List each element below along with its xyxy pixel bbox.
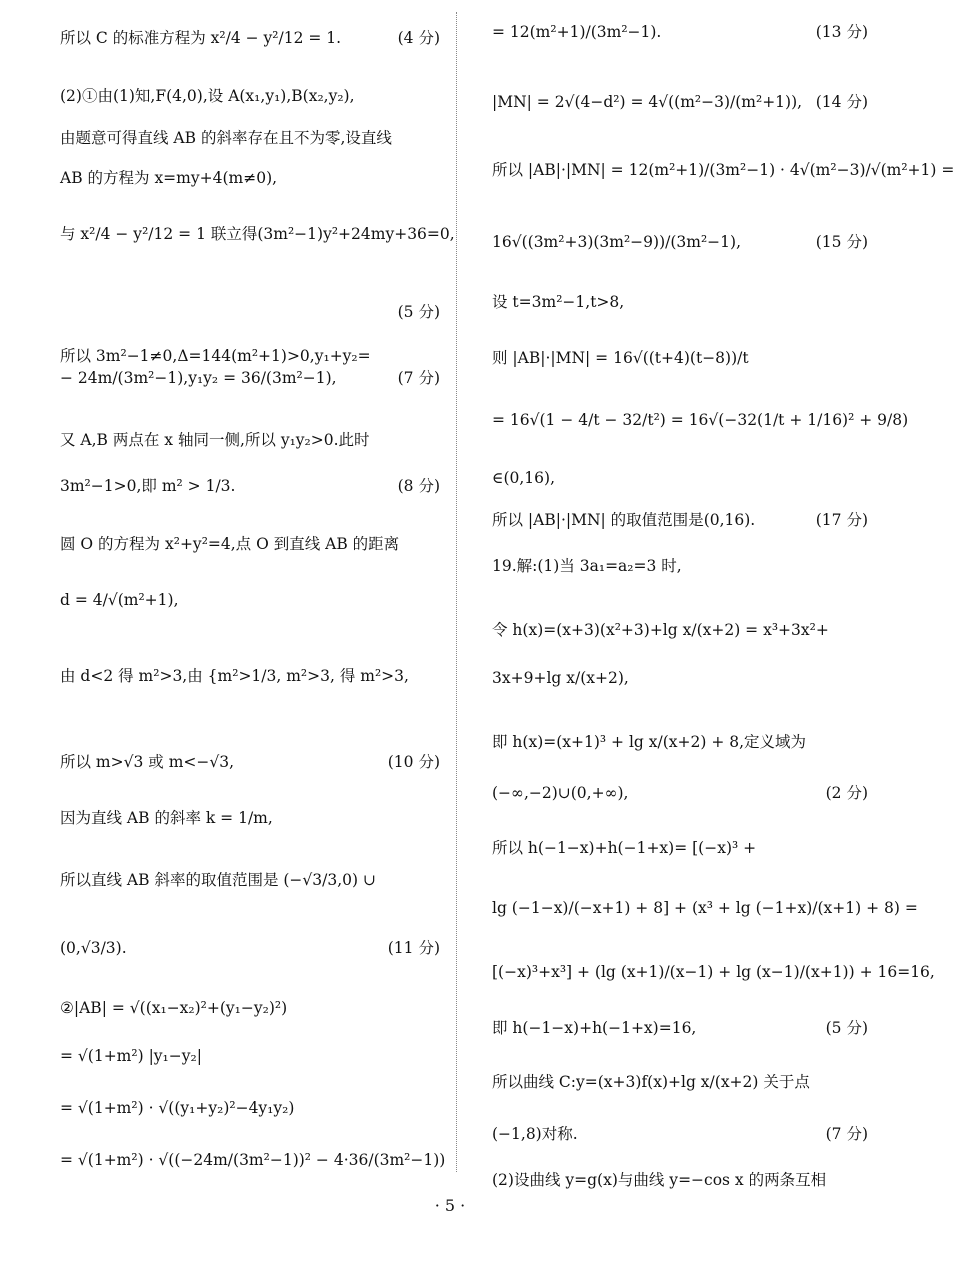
right-text-line [492,620,868,640]
line-text: 即 h(x)=(x+1)³ + lg x/(x+2) + 8,定义域为 [492,733,807,751]
line-text: = √(1+m²) |y₁−y₂| [60,1047,202,1065]
left-text-line [60,998,440,1018]
right-text-line [492,232,868,252]
right-text-line [492,1018,868,1038]
right-text-line [492,732,868,752]
right-text-line [492,410,909,430]
score-label: (2 分) [825,784,868,802]
line-text: (0,√3/3). [60,939,127,957]
line-text: − 24m/(3m²−1),y₁y₂ = 36/(3m²−1), [60,369,337,387]
line-text: 与 x²/4 − y²/12 = 1 联立得(3m²−1)y²+24my+36=0, [60,225,455,243]
line-text: = 16√(1 − 4/t − 32/t²) = 16√(−32(1/t + 1/16)² + 9/8) [492,411,909,429]
line-text: AB 的方程为 x=my+4(m≠0), [60,169,278,187]
line-text: 圆 O 的方程为 x²+y²=4,点 O 到直线 AB 的距离 [60,535,400,553]
line-text: d = 4/√(m²+1), [60,591,179,609]
line-text: 3x+9+lg x/(x+2), [492,669,629,687]
line-text: 所以 |AB|·|MN| = 12(m²+1)/(3m²−1) · 4√(m²−3)/√(m²+1) = [492,161,954,179]
right-text-line [492,1170,868,1190]
score-label: (15 分) [815,233,868,251]
line-text: lg (−1−x)/(−x+1) + 8] + (x³ + lg (−1+x)/(x+1) + 8) = [492,899,918,917]
line-text: 由题意可得直线 AB 的斜率存在且不为零,设直线 [60,129,392,147]
left-text-line [60,938,440,958]
left-text-line [60,346,440,366]
right-text-line [492,898,918,918]
left-text-line [60,476,440,496]
line-text: 令 h(x)=(x+3)(x²+3)+lg x/(x+2) = x³+3x²+ [492,621,829,639]
left-text-line [60,1150,446,1170]
left-text-line [60,870,440,890]
line-text: 所以 C 的标准方程为 x²/4 − y²/12 = 1. [60,29,342,47]
line-text: 则 |AB|·|MN| = 16√((t+4)(t−8))/t [492,349,749,367]
left-text-line [60,86,440,106]
left-text-line [60,666,440,686]
line-text: (2)设曲线 y=g(x)与曲线 y=−cos x 的两条互相 [492,1171,827,1189]
line-text: 16√((3m²+3)(3m²−9))/(3m²−1), [492,233,741,251]
right-text-line [492,160,954,180]
score-label: (5 分) [397,303,440,321]
line-text: 3m²−1>0,即 m² > 1/3. [60,477,236,495]
right-text-line [492,348,868,368]
line-text: 设 t=3m²−1,t>8, [492,293,625,311]
left-text-line [60,168,440,188]
left-text-line [60,1046,440,1066]
line-text: |MN| = 2√(4−d²) = 4√((m²−3)/(m²+1)), [492,93,803,111]
line-text: = √(1+m²) · √((y₁+y₂)²−4y₁y₂) [60,1099,295,1117]
right-text-line [492,668,868,688]
line-text: = 12(m²+1)/(3m²−1). [492,23,662,41]
page-number: · 5 · [434,1196,466,1215]
right-text-line [492,962,935,982]
line-text: 所以 3m²−1≠0,Δ=144(m²+1)>0,y₁+y₂= [60,347,371,365]
left-text-line [60,430,440,450]
line-text: = √(1+m²) · √((−24m/(3m²−1))² − 4·36/(3m²−1)) [60,1151,446,1169]
right-text-line [492,556,868,576]
line-text: ∈(0,16), [492,469,556,487]
left-text-line [60,224,455,244]
line-text: 又 A,B 两点在 x 轴同一侧,所以 y₁y₂>0.此时 [60,431,370,449]
score-label: (14 分) [815,93,868,111]
line-text: 所以曲线 C:y=(x+3)f(x)+lg x/(x+2) 关于点 [492,1073,810,1091]
left-text-line [60,534,440,554]
line-text: 由 d<2 得 m²>3,由 {m²>1/3, m²>3, 得 m²>3, [60,667,409,685]
score-label: (7 分) [397,369,440,387]
line-text: 所以 h(−1−x)+h(−1+x)= [(−x)³ + [492,839,757,857]
column-divider [456,12,458,1172]
right-text-line [492,292,868,312]
left-text-line [60,368,440,388]
right-text-line [492,783,868,803]
right-text-line [492,92,868,112]
line-text: 即 h(−1−x)+h(−1+x)=16, [492,1019,697,1037]
line-text: (2)①由(1)知,F(4,0),设 A(x₁,y₁),B(x₂,y₂), [60,87,355,105]
left-text-line [60,28,440,48]
left-text-line [60,590,440,610]
left-text-line [60,808,440,828]
right-text-line [492,1072,868,1092]
right-text-line [492,1124,868,1144]
right-text-line [492,22,868,42]
right-text-line [492,510,868,530]
left-text-line [60,128,440,148]
line-text: (−∞,−2)∪(0,+∞), [492,784,629,802]
line-text: 因为直线 AB 的斜率 k = 1/m, [60,809,273,827]
score-label: (4 分) [397,29,440,47]
line-text: 所以 |AB|·|MN| 的取值范围是(0,16). [492,511,756,529]
right-text-line [492,468,868,488]
right-text-line [492,838,868,858]
line-text: [(−x)³+x³] + (lg (x+1)/(x−1) + lg (x−1)/(x+1)) + 16=16, [492,963,935,981]
line-text: (−1,8)对称. [492,1125,578,1143]
line-text: ②|AB| = √((x₁−x₂)²+(y₁−y₂)²) [60,999,288,1017]
line-text: 所以直线 AB 斜率的取值范围是 (−√3/3,0) ∪ [60,871,376,889]
score-label: (8 分) [397,477,440,495]
line-text: 所以 m>√3 或 m<−√3, [60,753,235,771]
score-label: (17 分) [815,511,868,529]
left-text-line [60,1098,440,1118]
line-text: 19.解:(1)当 3a₁=a₂=3 时, [492,557,682,575]
score-label: (7 分) [825,1125,868,1143]
score-label: (13 分) [815,23,868,41]
left-text-line [60,752,440,772]
score-label: (10 分) [387,753,440,771]
score-label: (11 分) [387,939,440,957]
score-label: (5 分) [825,1019,868,1037]
